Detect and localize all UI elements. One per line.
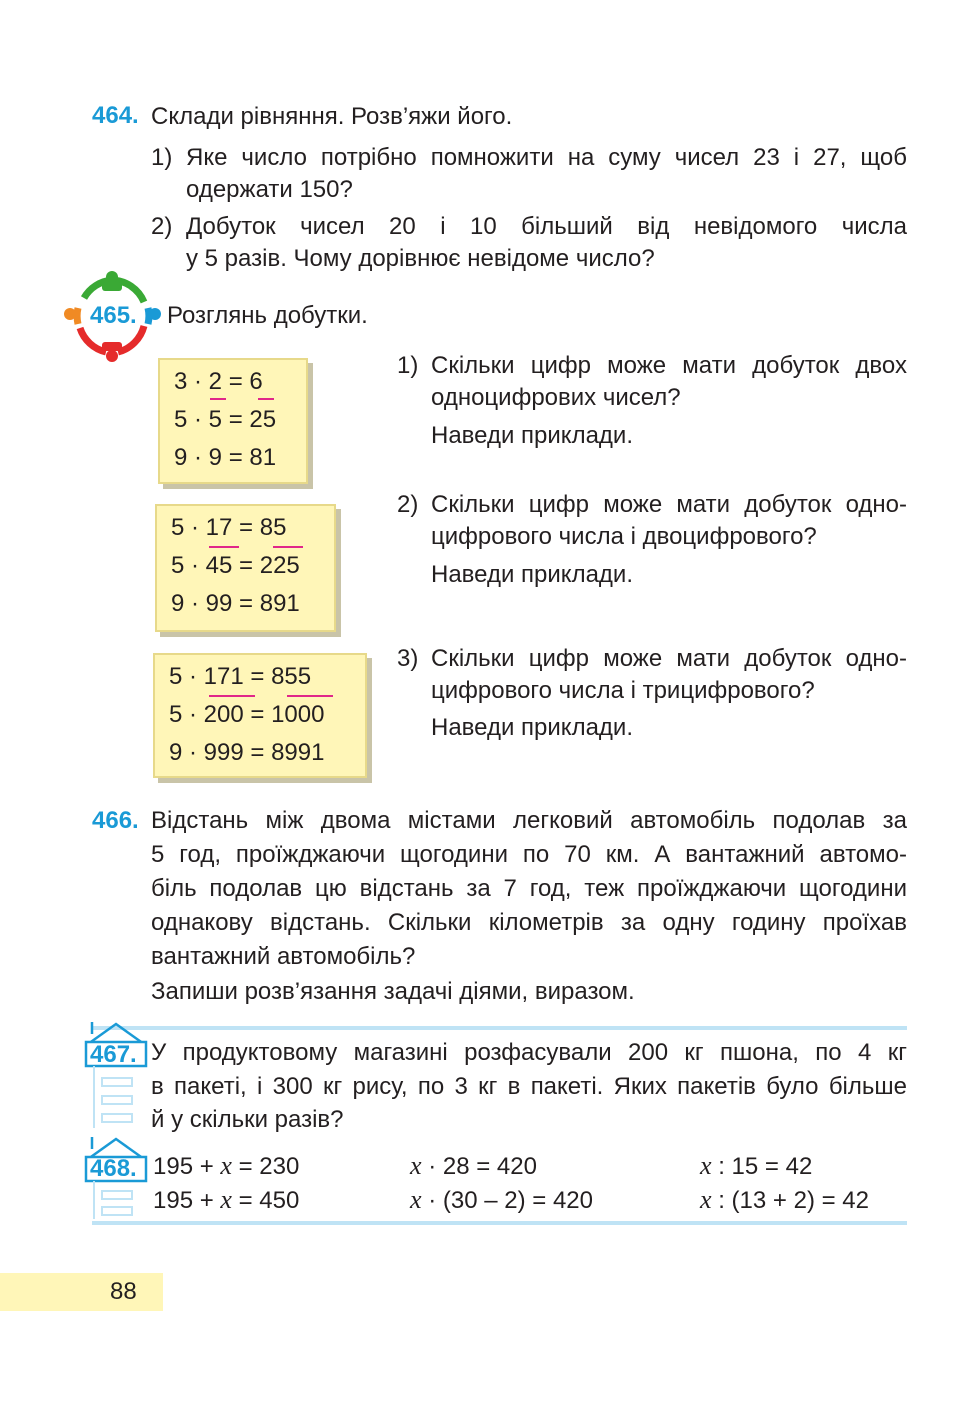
example-card-1-row: 5 · 5 = 25 bbox=[174, 406, 277, 433]
example-card-3-row: 9 · 999 = 8991 bbox=[169, 739, 325, 766]
page-number-bar bbox=[0, 1273, 163, 1311]
equation: x · (30 – 2) = 420 bbox=[410, 1185, 593, 1214]
task-465-q1-line3: Наведи приклади. bbox=[431, 422, 634, 449]
task-465-q3-line2: цифрового числа і трицифрового? bbox=[431, 677, 815, 704]
task-465-q1-line1: Скільки цифр може мати добуток двох bbox=[431, 352, 907, 379]
task-464-item2-line1: Добуток чисел 20 і 10 більший від невідомого числа bbox=[186, 213, 907, 240]
task-number-467: 467. bbox=[90, 1041, 137, 1068]
homework-band-bottom bbox=[92, 1221, 907, 1225]
task-465-q2-line2: цифрового числа і двоцифрового? bbox=[431, 523, 817, 550]
equation: 195 + x = 450 bbox=[153, 1185, 300, 1214]
digit-underline bbox=[209, 695, 255, 697]
task-465-q2-number: 2) bbox=[397, 491, 419, 518]
task-466-line1: Відстань між двома містами легковий автомобіль подолав за bbox=[151, 807, 907, 834]
example-card-1-row: 9 · 9 = 81 bbox=[174, 444, 277, 471]
task-467-line3: й у скільки разів? bbox=[151, 1106, 344, 1133]
task-464-item2-number: 2) bbox=[151, 213, 173, 240]
task-465-q3-line3: Наведи приклади. bbox=[431, 714, 634, 741]
digit-underline bbox=[209, 546, 239, 548]
example-card-2-row: 5 · 45 = 225 bbox=[171, 552, 300, 579]
task-464-item1-number: 1) bbox=[151, 144, 173, 171]
homework-house-icon bbox=[80, 1020, 150, 1132]
task-465-q1-number: 1) bbox=[397, 352, 419, 379]
task-467-line1: У продуктовому магазині розфасували 200 кг пшона, по 4 кг bbox=[151, 1039, 907, 1066]
page-number: 88 bbox=[110, 1278, 137, 1305]
equation: x : 15 = 42 bbox=[700, 1151, 813, 1180]
equation: x · 28 = 420 bbox=[410, 1151, 537, 1180]
task-466-line5: вантажний автомобіль? bbox=[151, 943, 416, 970]
example-card-1 bbox=[158, 358, 308, 484]
example-card-3 bbox=[153, 653, 367, 778]
task-465-q3-line1: Скільки цифр може мати добуток одно- bbox=[431, 645, 907, 672]
digit-underline bbox=[210, 398, 226, 400]
task-465-title: Розглянь добутки. bbox=[167, 302, 368, 329]
example-card-2-row: 5 · 17 = 85 bbox=[171, 514, 287, 541]
task-number-468: 468. bbox=[90, 1155, 137, 1182]
task-466-line4: однакову відстань. Скільки кілометрів за одну годину проїхав bbox=[151, 909, 907, 936]
digit-underline bbox=[273, 546, 303, 548]
task-464-item1-line2: одержати 150? bbox=[186, 176, 353, 203]
digit-underline bbox=[287, 695, 333, 697]
homework-band-top bbox=[92, 1026, 907, 1030]
task-465-q2-line1: Скільки цифр може мати добуток одно- bbox=[431, 491, 907, 518]
task-number-466: 466. bbox=[92, 807, 139, 834]
equation: x : (13 + 2) = 42 bbox=[700, 1185, 869, 1214]
task-464-item2-line2: у 5 разів. Чому дорівнює невідоме число? bbox=[186, 245, 655, 272]
task-467-line2: в пакеті, і 300 кг рису, по 3 кг в пакеті. Яких пакетів було більше bbox=[151, 1073, 907, 1100]
task-466-line2: 5 год, проїжджаючи щогодини по 70 км. А вантажний автомо- bbox=[151, 841, 907, 868]
task-464-title: Склади рівняння. Розв’яжи його. bbox=[151, 103, 513, 130]
task-number-465: 465. bbox=[90, 302, 137, 329]
digit-underline bbox=[258, 398, 274, 400]
example-card-3-row: 5 · 200 = 1000 bbox=[169, 701, 325, 728]
task-466-line3: біль подолав цю відстань за 7 год, теж проїжджаючи щогодини bbox=[151, 875, 907, 902]
example-card-1-row: 3 · 2 = 6 bbox=[174, 368, 263, 395]
task-465-q2-line3: Наведи приклади. bbox=[431, 561, 634, 588]
task-466-line6: Запиши розв’язання задачі діями, виразом. bbox=[151, 978, 635, 1005]
task-number-464: 464. bbox=[92, 102, 139, 129]
example-card-2 bbox=[155, 504, 336, 632]
example-card-2-row: 9 · 99 = 891 bbox=[171, 590, 300, 617]
example-card-3-row: 5 · 171 = 855 bbox=[169, 663, 312, 690]
task-464-item1-line1: Яке число потрібно помножити на суму чисел 23 і 27, щоб bbox=[186, 144, 907, 171]
task-465-q1-line2: одноцифрових чисел? bbox=[431, 384, 681, 411]
equation: 195 + x = 230 bbox=[153, 1151, 300, 1180]
task-465-q3-number: 3) bbox=[397, 645, 419, 672]
